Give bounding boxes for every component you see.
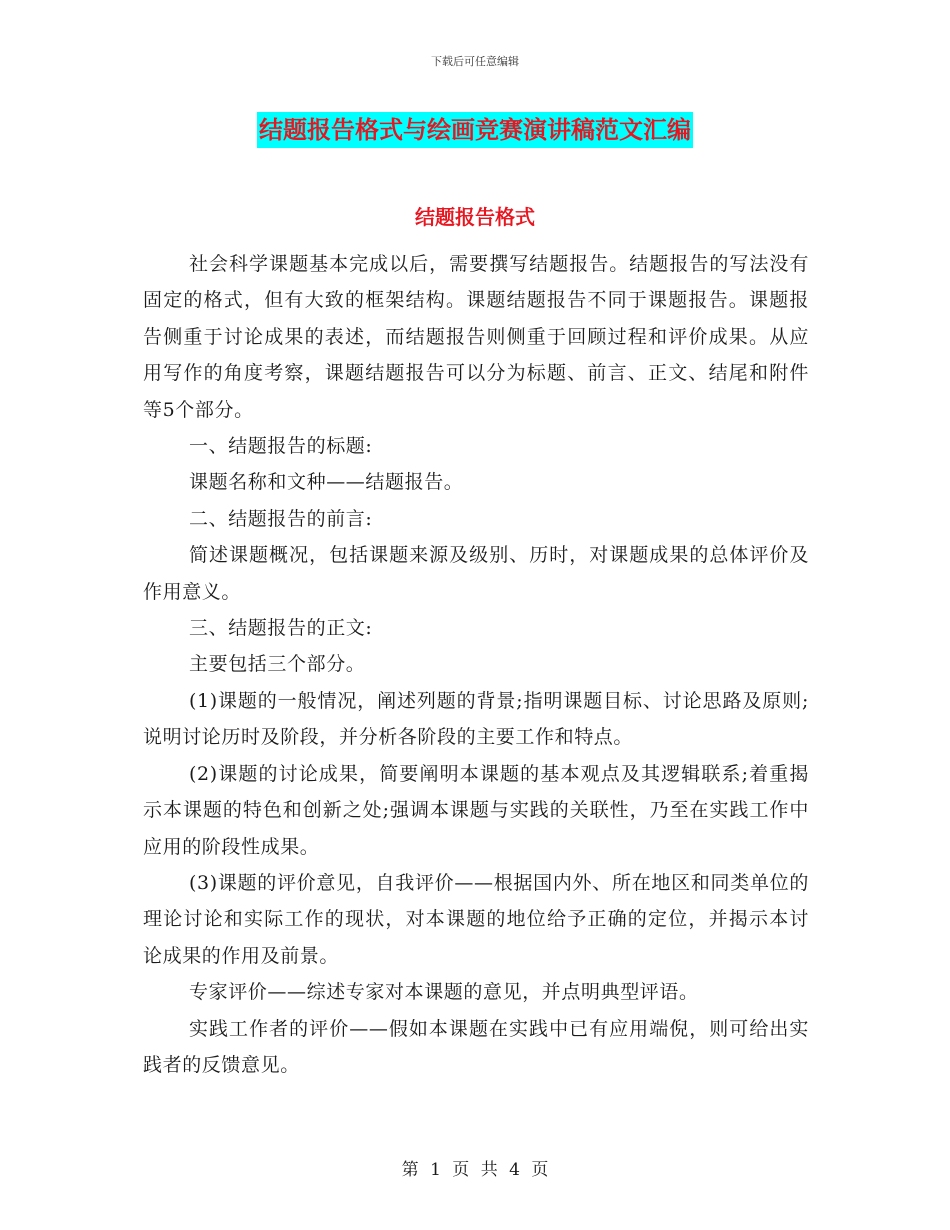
- document-title-text: 结题报告格式与绘画竞赛演讲稿范文汇编: [257, 112, 693, 148]
- paragraph: (2)课题的讨论成果，简要阐明本课题的基本观点及其逻辑联系;着重揭示本课题的特色和创新之处;强调本课题与实践的关联性，乃至在实践工作中应用的阶段性成果。: [143, 762, 809, 858]
- header-note: 下载后可任意编辑: [431, 55, 519, 68]
- paragraph: 实践工作者的评价——假如本课题在实践中已有应用端倪，则可给出实践者的反馈意见。: [143, 1017, 809, 1076]
- document-title: [0, 112, 950, 148]
- section-title: 结题报告格式: [415, 205, 535, 229]
- page-footer: 第 1 页 共 4 页: [401, 1160, 549, 1180]
- paragraph: 课题名称和文种——结题报告。: [189, 471, 464, 494]
- paragraph: 三、结题报告的正文:: [189, 617, 373, 640]
- paragraph: 专家评价——综述专家对本课题的意见，并点明典型评语。: [189, 981, 699, 1004]
- paragraph: 主要包括三个部分。: [189, 653, 366, 676]
- paragraph: 简述课题概况，包括课题来源及级别、历时，对课题成果的总体评价及作用意义。: [143, 544, 809, 603]
- paragraph: 社会科学课题基本完成以后，需要撰写结题报告。结题报告的写法没有固定的格式，但有大致的框架结构。课题结题报告不同于课题报告。课题报告侧重于讨论成果的表述，而结题报告则侧重于回顾过程和评价成果。从应用写作的角度考察，课题结题报告可以分为标题、前言、正文、结尾和附件等5个部分。: [143, 253, 809, 421]
- paragraph: (1)课题的一般情况，阐述列题的背景;指明课题目标、讨论思路及原则;说明讨论历时及阶段，并分析各阶段的主要工作和特点。: [143, 689, 809, 749]
- paragraph: 二、结题报告的前言:: [189, 507, 373, 530]
- body-text: [143, 246, 809, 1083]
- paragraph: 一、结题报告的标题:: [189, 435, 373, 458]
- paragraph: (3)课题的评价意见，自我评价——根据国内外、所在地区和同类单位的理论讨论和实际工作的现状，对本课题的地位给予正确的定位，并揭示本讨论成果的作用及前景。: [143, 871, 809, 967]
